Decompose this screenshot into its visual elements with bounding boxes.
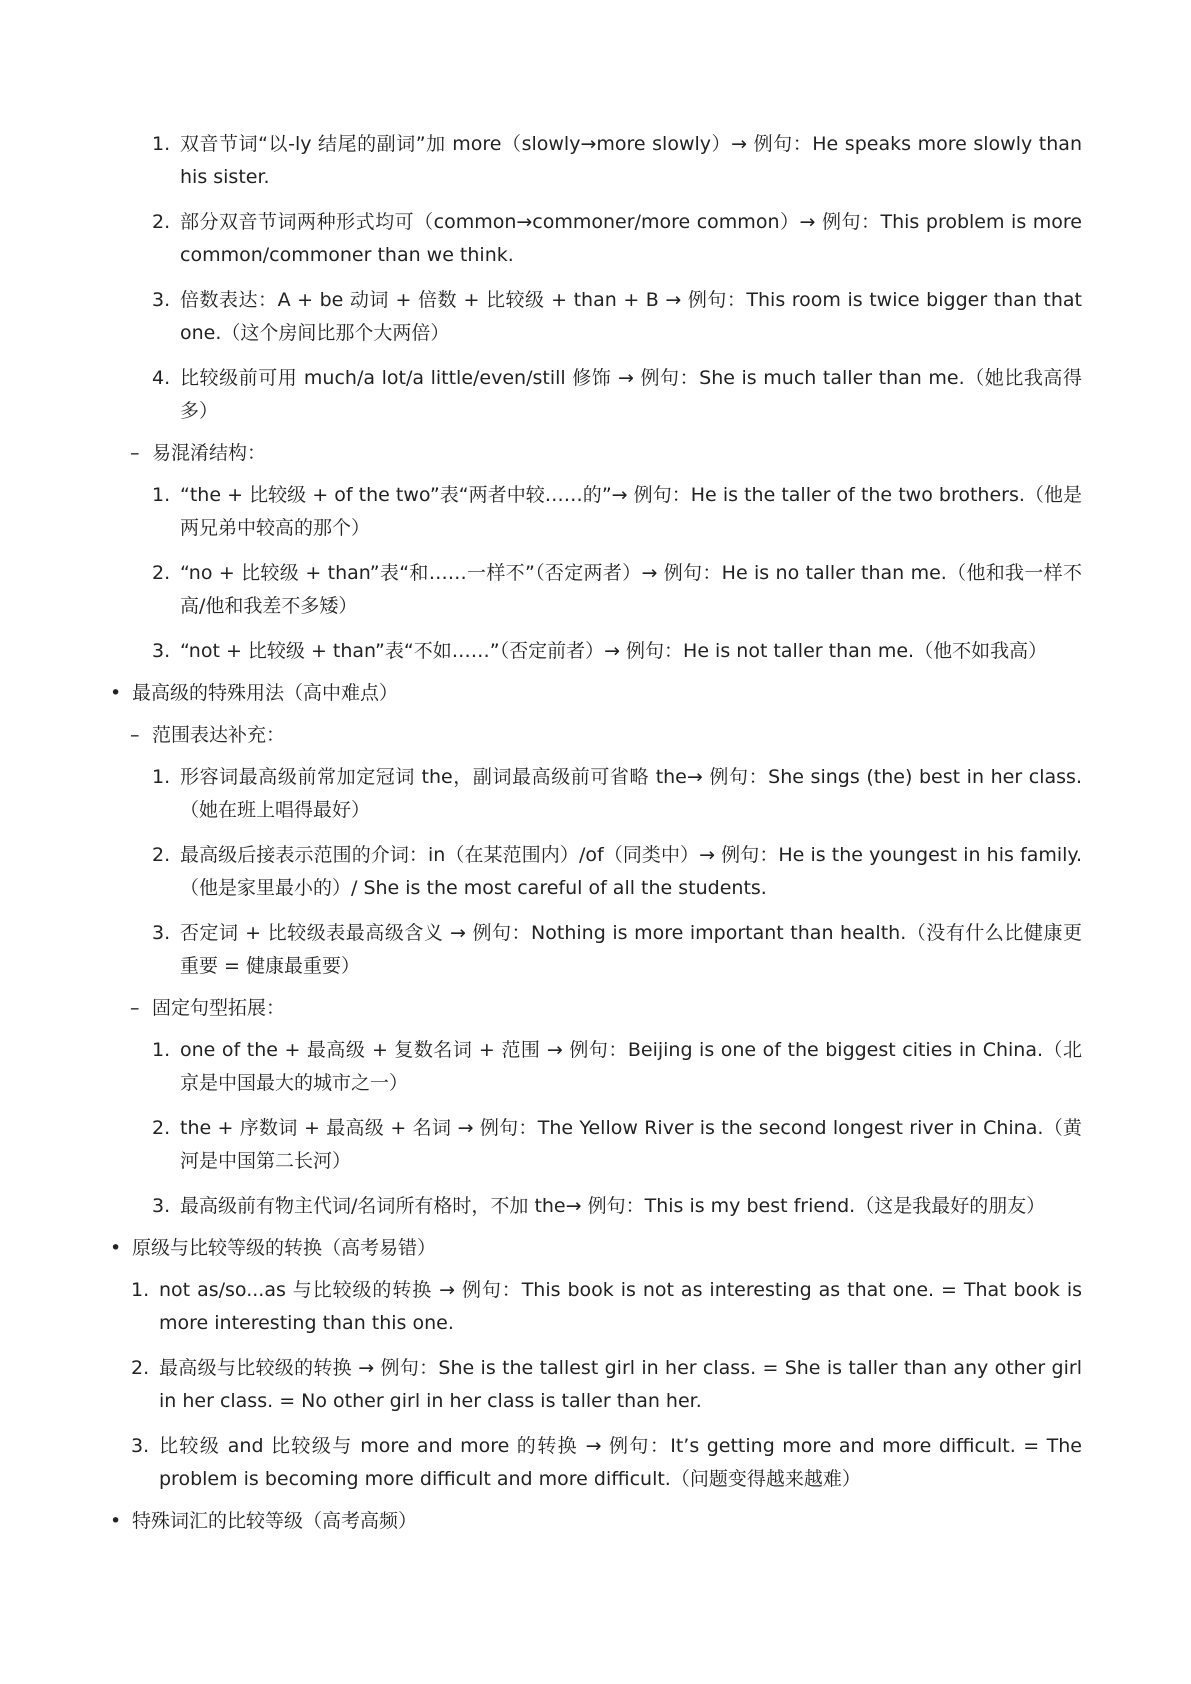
item-text: 比较级 and 比较级与 more and more 的转换 → 例句：It’s getting more and more difficult. = The problem is becoming more difficult and more difficult.（问题变得越来越难） — [159, 1435, 1082, 1490]
dash-marker: – — [130, 997, 140, 1019]
bullet-heading-row — [0, 1232, 1191, 1265]
list-item — [0, 761, 1191, 827]
sub-heading: 易混淆结构： — [152, 442, 267, 464]
list-item — [0, 557, 1191, 623]
item-number: 1. — [152, 484, 171, 506]
item-text: 部分双音节词两种形式均可（common→commoner/more common）→ 例句：This problem is more common/commoner than we think. — [180, 211, 1082, 266]
sub-heading: 固定句型拓展： — [152, 997, 286, 1019]
item-number: 1. — [131, 1279, 150, 1301]
item-text: not as/so...as 与比较级的转换 → 例句：This book is not as interesting as that one. = That book is more interesting than this one. — [159, 1279, 1082, 1334]
item-number: 3. — [131, 1435, 150, 1457]
item-number: 3. — [152, 922, 171, 944]
item-text: 倍数表达：A + be 动词 + 倍数 + 比较级 + than + B → 例句：This room is twice bigger than that one.（这个房间比那个大两倍） — [180, 289, 1082, 344]
item-number: 1. — [152, 133, 171, 155]
item-text: 否定词 + 比较级表最高级含义 → 例句：Nothing is more important than health.（没有什么比健康更重要 = 健康最重要） — [180, 922, 1082, 977]
bullet-marker: • — [110, 1510, 122, 1532]
list-item — [0, 206, 1191, 272]
item-number: 1. — [152, 1039, 171, 1061]
sub-heading-row — [0, 992, 1191, 1025]
list-item — [0, 1352, 1191, 1418]
item-text: 形容词最高级前常加定冠词 the，副词最高级前可省略 the→ 例句：She sings (the) best in her class.（她在班上唱得最好） — [180, 766, 1082, 821]
sub-heading-row — [0, 719, 1191, 752]
item-text: 双音节词“以-ly 结尾的副词”加 more（slowly→more slowly）→ 例句：He speaks more slowly than his sister. — [180, 133, 1082, 188]
list-item — [0, 1112, 1191, 1178]
item-number: 1. — [152, 766, 171, 788]
item-text: 最高级后接表示范围的介词：in（在某范围内）/of（同类中）→ 例句：He is the youngest in his family.（他是家里最小的）/ She is the most careful of all the students. — [180, 844, 1082, 899]
item-text: “the + 比较级 + of the two”表“两者中较……的”→ 例句：He is the taller of the two brothers.（他是两兄弟中较高的那个） — [180, 484, 1082, 539]
item-number: 4. — [152, 367, 171, 389]
item-number: 2. — [152, 1117, 171, 1139]
item-text: 比较级前可用 much/a lot/a little/even/still 修饰 → 例句：She is much taller than me.（她比我高得多） — [180, 367, 1082, 422]
list-item — [0, 635, 1191, 668]
item-number: 2. — [131, 1357, 150, 1379]
list-item — [0, 1190, 1191, 1223]
list-item — [0, 479, 1191, 545]
list-item — [0, 128, 1191, 194]
dash-marker: – — [130, 442, 140, 464]
item-number: 3. — [152, 1195, 171, 1217]
item-number: 3. — [152, 289, 171, 311]
bullet-heading: 最高级的特殊用法（高中难点） — [132, 682, 399, 704]
list-item — [0, 1274, 1191, 1340]
item-number: 2. — [152, 562, 171, 584]
item-number: 2. — [152, 844, 171, 866]
list-item — [0, 917, 1191, 983]
list-item — [0, 1430, 1191, 1496]
list-item — [0, 1034, 1191, 1100]
bullet-heading-row — [0, 1505, 1191, 1538]
item-text: “no + 比较级 + than”表“和……一样不”（否定两者）→ 例句：He is no taller than me.（他和我一样不高/他和我差不多矮） — [180, 562, 1082, 617]
bullet-heading: 原级与比较等级的转换（高考易错） — [132, 1237, 437, 1259]
sub-heading-row — [0, 437, 1191, 470]
item-text: “not + 比较级 + than”表“不如……”（否定前者）→ 例句：He is not taller than me.（他不如我高） — [180, 640, 1048, 662]
item-text: 最高级前有物主代词/名词所有格时，不加 the→ 例句：This is my best friend.（这是我最好的朋友） — [180, 1195, 1046, 1217]
list-item — [0, 362, 1191, 428]
item-text: 最高级与比较级的转换 → 例句：She is the tallest girl in her class. = She is taller than any other girl in her class. = No other girl in her class is taller than her. — [159, 1357, 1082, 1412]
dash-marker: – — [130, 724, 140, 746]
item-number: 2. — [152, 211, 171, 233]
bullet-marker: • — [110, 682, 122, 704]
document-content — [0, 128, 1191, 1538]
bullet-marker: • — [110, 1237, 122, 1259]
list-item — [0, 839, 1191, 905]
item-text: one of the + 最高级 + 复数名词 + 范围 → 例句：Beijing is one of the biggest cities in China.（北京是中国最大的城市之一） — [180, 1039, 1082, 1094]
list-item — [0, 284, 1191, 350]
bullet-heading: 特殊词汇的比较等级（高考高频） — [132, 1510, 418, 1532]
bullet-heading-row — [0, 677, 1191, 710]
sub-heading: 范围表达补充： — [152, 724, 286, 746]
item-number: 3. — [152, 640, 171, 662]
item-text: the + 序数词 + 最高级 + 名词 → 例句：The Yellow River is the second longest river in China.（黄河是中国第二长河） — [180, 1117, 1082, 1172]
